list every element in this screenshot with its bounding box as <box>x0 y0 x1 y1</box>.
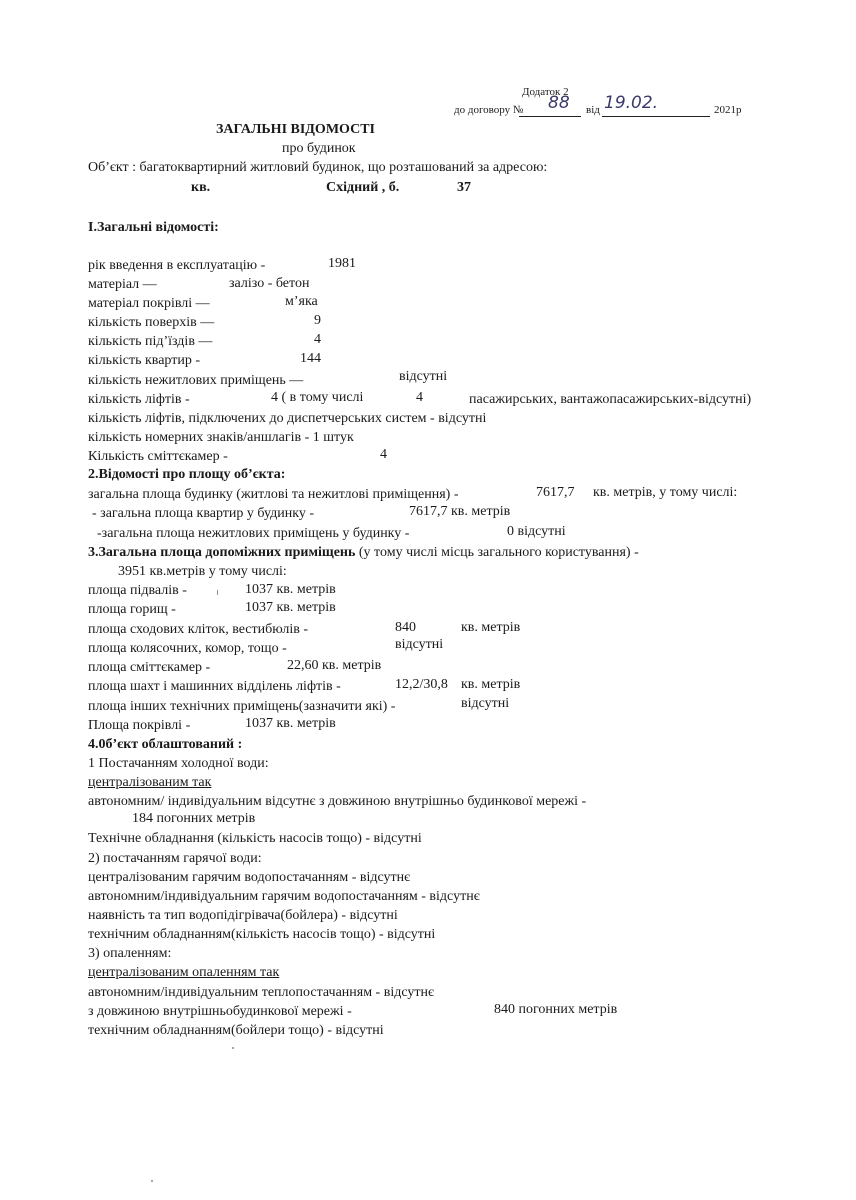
lifts-dispatch: кількість ліфтів, підключених до диспетчерських систем - відсутні <box>88 411 487 426</box>
heating-central: централізованим опаленням так <box>88 965 280 980</box>
address-street: Східний , б. <box>326 180 400 195</box>
nonres-count-label: кількість нежитлових приміщень — <box>88 373 304 388</box>
scan-speck <box>151 1180 153 1182</box>
roof-area-label: Площа покрівлі - <box>88 718 191 733</box>
address-number: 37 <box>457 180 471 195</box>
apartments-value: 144 <box>300 351 321 366</box>
cold-water-central: централізованим так <box>88 775 212 790</box>
entrances-label: кількість під’їздів — <box>88 334 213 349</box>
roof-area-value: 1037 кв. метрів <box>245 716 336 731</box>
chutes-area-label: площа сміттєкамер - <box>88 660 211 675</box>
basements-value: 1037 кв. метрів <box>245 582 336 597</box>
attics-label: площа горищ - <box>88 602 176 617</box>
shafts-value: 12,2/30,8 <box>395 677 448 692</box>
other-tech-label: площа інших технічних приміщень(зазначити які) - <box>88 699 396 714</box>
apartments-label: кількість квартир - <box>88 353 200 368</box>
object-line: Об’єкт : багатоквартирний житловий будинок, що розташований за адресою: <box>88 160 548 175</box>
hot-water-heading: 2) постачанням гарячої води: <box>88 851 262 866</box>
contract-number-underline <box>519 116 581 117</box>
heating-heading: 3) опаленням: <box>88 946 172 961</box>
stairs-unit: кв. метрів <box>461 620 521 635</box>
number-signs: кількість номерних знаків/аншлагів - 1 штук <box>88 430 354 445</box>
roof-material-value: м’яка <box>285 294 318 309</box>
cold-water-autonomous: автономним/ індивідуальним відсутнє з довжиною внутрішньо будинкової мережі - <box>88 794 587 809</box>
heating-length-value: 840 погонних метрів <box>494 1002 618 1017</box>
shafts-label: площа шахт і машинних відділень ліфтів - <box>88 679 341 694</box>
section1-heading: І.Загальні відомості: <box>88 220 219 235</box>
contract-label: до договору № <box>454 104 524 116</box>
heating-length-label: з довжиною внутрішньобудинкової мережі - <box>88 1004 352 1019</box>
shafts-unit: кв. метрів <box>461 677 521 692</box>
scan-speck <box>217 590 218 595</box>
nonres-count-value: відсутні <box>399 369 448 384</box>
total-area-label: загальна площа будинку (житлові та нежитлові приміщення) - <box>88 487 459 502</box>
address-apartment: кв. <box>191 180 211 195</box>
lifts-label: кількість ліфтів - <box>88 392 190 407</box>
chutes-count-value: 4 <box>380 447 387 462</box>
nonres-area-value: 0 відсутні <box>507 524 566 539</box>
aux-total-area: 3951 кв.метрів у тому числі: <box>118 564 287 579</box>
page-subtitle: про будинок <box>282 141 356 156</box>
chutes-count-label: Кількість сміттєкамер - <box>88 449 228 464</box>
stairs-value: 840 <box>395 620 416 635</box>
chutes-area-value: 22,60 кв. метрів <box>287 658 382 673</box>
roof-material-label: матеріал покрівлі — <box>88 296 210 311</box>
heating-equipment: технічним обладнанням(бойлери тощо) - відсутні <box>88 1023 384 1038</box>
attics-value: 1037 кв. метрів <box>245 600 336 615</box>
year-label: рік введення в експлуатацію - <box>88 258 266 273</box>
year-value: 1981 <box>328 256 356 271</box>
cold-water-heading: 1 Постачанням холодної води: <box>88 756 269 771</box>
total-area-value: 7617,7 <box>536 485 575 500</box>
hot-water-autonomous: автономним/індивідуальним гарячим водопостачанням - відсутнє <box>88 889 480 904</box>
contract-date: 19.02. <box>604 93 659 113</box>
floors-label: кількість поверхів — <box>88 315 215 330</box>
material-label: матеріал — <box>88 277 157 292</box>
basements-label: площа підвалів - <box>88 583 187 598</box>
stairs-label: площа сходових кліток, вестибюлів - <box>88 622 309 637</box>
appendix-title: Додаток 2 <box>522 86 569 98</box>
scan-speck <box>232 1047 234 1049</box>
hot-water-equipment: технічним обладнанням(кількість насосів тощо) - відсутні <box>88 927 436 942</box>
lifts-passenger-label: пасажирських, вантажопасажирських-відсутні) <box>469 392 752 407</box>
heating-autonomous: автономним/індивідуальним теплопостачанням - відсутнє <box>88 985 434 1000</box>
prams-label: площа колясочних, комор, тощо - <box>88 641 287 656</box>
prams-value: відсутні <box>395 637 444 652</box>
hot-water-boiler: наявність та тип водопідігрівача(бойлера) - відсутні <box>88 908 398 923</box>
contract-year: 2021р <box>714 104 742 116</box>
contract-date-underline <box>602 116 710 117</box>
other-tech-value: відсутні <box>461 696 510 711</box>
section3-heading-rest: (у тому числі місць загального користування) - <box>358 545 639 560</box>
cold-water-length: 184 погонних метрів <box>132 811 256 826</box>
cold-water-equipment: Технічне обладнання (кількість насосів тощо) - відсутні <box>88 831 422 846</box>
contract-number: 88 <box>548 93 570 113</box>
apartments-area-value: 7617,7 кв. метрів <box>409 504 511 519</box>
section4-heading: 4.0б’єкт облаштований : <box>88 737 243 752</box>
entrances-value: 4 <box>314 332 321 347</box>
lifts-value: 4 ( в тому числі <box>271 390 364 405</box>
hot-water-central: централізованим гарячим водопостачанням - відсутнє <box>88 870 411 885</box>
lifts-passenger-value: 4 <box>416 390 423 405</box>
apartments-area-label: - загальна площа квартир у будинку - <box>92 506 314 521</box>
section3-heading: 3.Загальна площа допоміжних приміщень <box>88 545 356 560</box>
total-area-unit: кв. метрів, у тому числі: <box>593 485 738 500</box>
floors-value: 9 <box>314 313 321 328</box>
page-title: ЗАГАЛЬНІ ВІДОМОСТІ <box>216 122 375 137</box>
date-label: від <box>586 104 600 116</box>
material-value: залізо - бетон <box>229 276 310 291</box>
section2-heading: 2.Відомості про площу об’єкта: <box>88 467 286 482</box>
section3-heading-line <box>88 545 639 561</box>
nonres-area-label: -загальна площа нежитлових приміщень у будинку - <box>97 526 410 541</box>
